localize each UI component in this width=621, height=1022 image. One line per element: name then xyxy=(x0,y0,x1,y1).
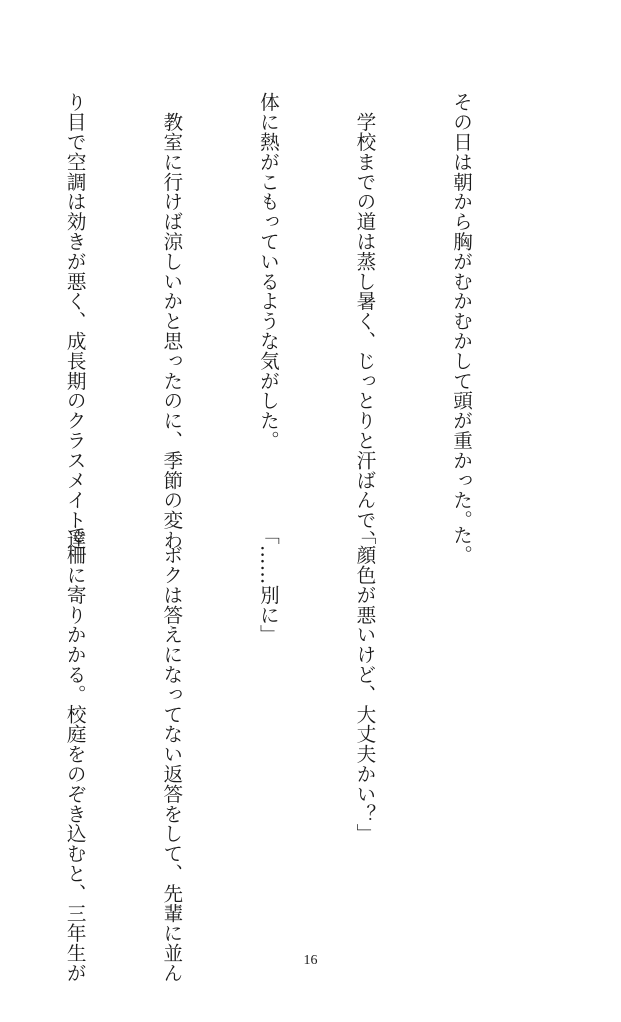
text-line: 学校までの道は蒸し暑く、じっとりと汗ばんで、 xyxy=(352,92,376,550)
upper-text-block xyxy=(63,92,541,550)
text-line: た。 xyxy=(449,525,473,565)
dialogue-line: 「顔色が悪いけど、大丈夫かい？」 xyxy=(352,525,376,844)
text-line: り目で空調は効きが悪く、成長期のクラスメイト達 xyxy=(63,92,87,550)
text-line: ボクは答えになってない返答をして、先輩に並ん xyxy=(159,525,183,983)
dialogue-line: 「……別に」 xyxy=(256,525,280,645)
text-line: その日は朝から胸がむかむかして頭が重かった。 xyxy=(449,92,473,530)
text-line: 教室に行けば涼しいかと思ったのに、季節の変わ xyxy=(159,92,183,550)
text-line: 体に熱がこもっているような気がした。 xyxy=(256,92,280,451)
page-number: 16 xyxy=(303,953,318,968)
text-line: で柵に寄りかかる。校庭をのぞき込むと、三年生が xyxy=(63,525,87,983)
